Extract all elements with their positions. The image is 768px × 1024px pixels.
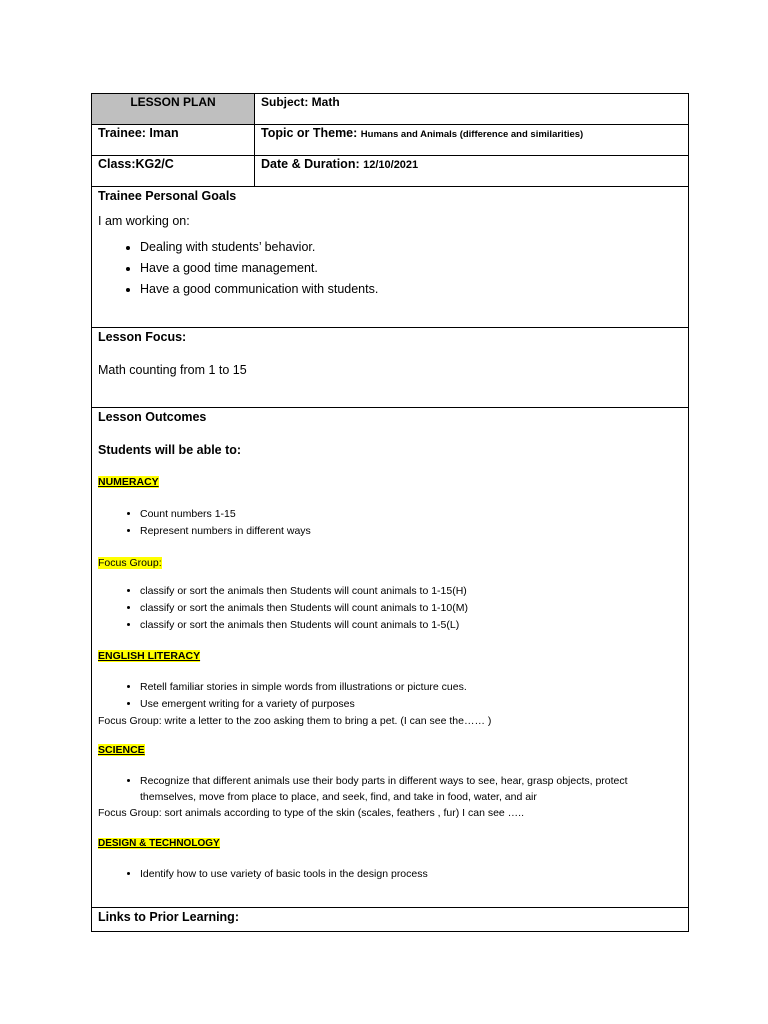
numeracy-list [98, 506, 682, 540]
class-cell [92, 156, 255, 187]
lesson-plan-document [91, 93, 689, 932]
goals-title: Trainee Personal Goals [98, 189, 237, 203]
subject-cell [255, 94, 689, 125]
english-list [98, 679, 682, 713]
numeracy-item: • Count numbers 1-15 [140, 506, 682, 523]
trainee-cell [92, 125, 255, 156]
focus-group-item: • classify or sort the animals then Students will count animals to 1-15(H) [140, 583, 682, 600]
goals-list [98, 237, 682, 300]
topic-cell [255, 125, 689, 156]
focus-group-item: • classify or sort the animals then Students will count animals to 1-5(L) [140, 617, 682, 634]
english-item: • Use emergent writing for a variety of purposes [140, 696, 682, 713]
design-heading [98, 834, 682, 852]
english-focus-group: Focus Group: write a letter to the zoo asking them to bring a pet. (I can see the…… ) [98, 715, 492, 727]
personal-goals-section [92, 187, 689, 328]
date-value: 12/10/2021 [363, 159, 419, 171]
science-focus-group: Focus Group: sort animals according to type of the skin (scales, feathers , fur) I can see ….. [98, 807, 525, 819]
english-heading [98, 647, 682, 664]
outcomes-intro: Students will be able to: [98, 443, 242, 457]
lesson-focus-section [92, 328, 689, 408]
focus-group-label: Focus Group: [98, 557, 162, 569]
topic-label: Topic or Theme: [261, 126, 358, 140]
focus-group-item: • classify or sort the animals then Students will count animals to 1-10(M) [140, 600, 682, 617]
science-label: SCIENCE [98, 744, 145, 756]
numeracy-item: • Represent numbers in different ways [140, 523, 682, 540]
focus-title: Lesson Focus: [98, 330, 187, 344]
design-list [98, 866, 682, 883]
lesson-outcomes-section [92, 408, 689, 908]
design-label: DESIGN & TECHNOLOGY [98, 838, 220, 849]
goal-item: • Dealing with students’ behavior. [140, 237, 682, 258]
class-text: Class:KG2/C [98, 157, 174, 171]
topic-value: Humans and Animals (difference and similarities) [360, 129, 584, 140]
date-label: Date & Duration: [261, 157, 360, 171]
prior-learning-section [92, 908, 689, 932]
english-item: • Retell familiar stories in simple words from illustrations or picture cues. [140, 679, 682, 696]
focus-text: Math counting from 1 to 15 [98, 363, 247, 377]
goal-item: • Have a good communication with students. [140, 279, 682, 300]
date-cell [255, 156, 689, 187]
trainee-text: Trainee: Iman [98, 126, 179, 140]
lesson-plan-table [91, 93, 689, 932]
design-item: • Identify how to use variety of basic tools in the design process [140, 866, 682, 883]
goal-item: • Have a good time management. [140, 258, 682, 279]
numeracy-label: NUMERACY [98, 476, 159, 488]
english-label: ENGLISH LITERACY [98, 650, 201, 662]
prior-learning-title: Links to Prior Learning: [98, 910, 239, 924]
science-item: • Recognize that different animals use their body parts in different ways to see, hear, grasp objects, protect themselves, move from place to place, and seek, find, and take in food, water, and air [140, 773, 682, 805]
subject-text: Subject: Math [261, 95, 340, 109]
focus-group-list [98, 583, 682, 634]
science-list [98, 773, 682, 805]
science-heading [98, 741, 682, 758]
numeracy-heading [98, 473, 682, 490]
focus-group-heading [98, 554, 682, 571]
goals-intro: I am working on: [98, 214, 190, 228]
lesson-plan-heading: LESSON PLAN [92, 94, 255, 125]
outcomes-title: Lesson Outcomes [98, 410, 207, 424]
